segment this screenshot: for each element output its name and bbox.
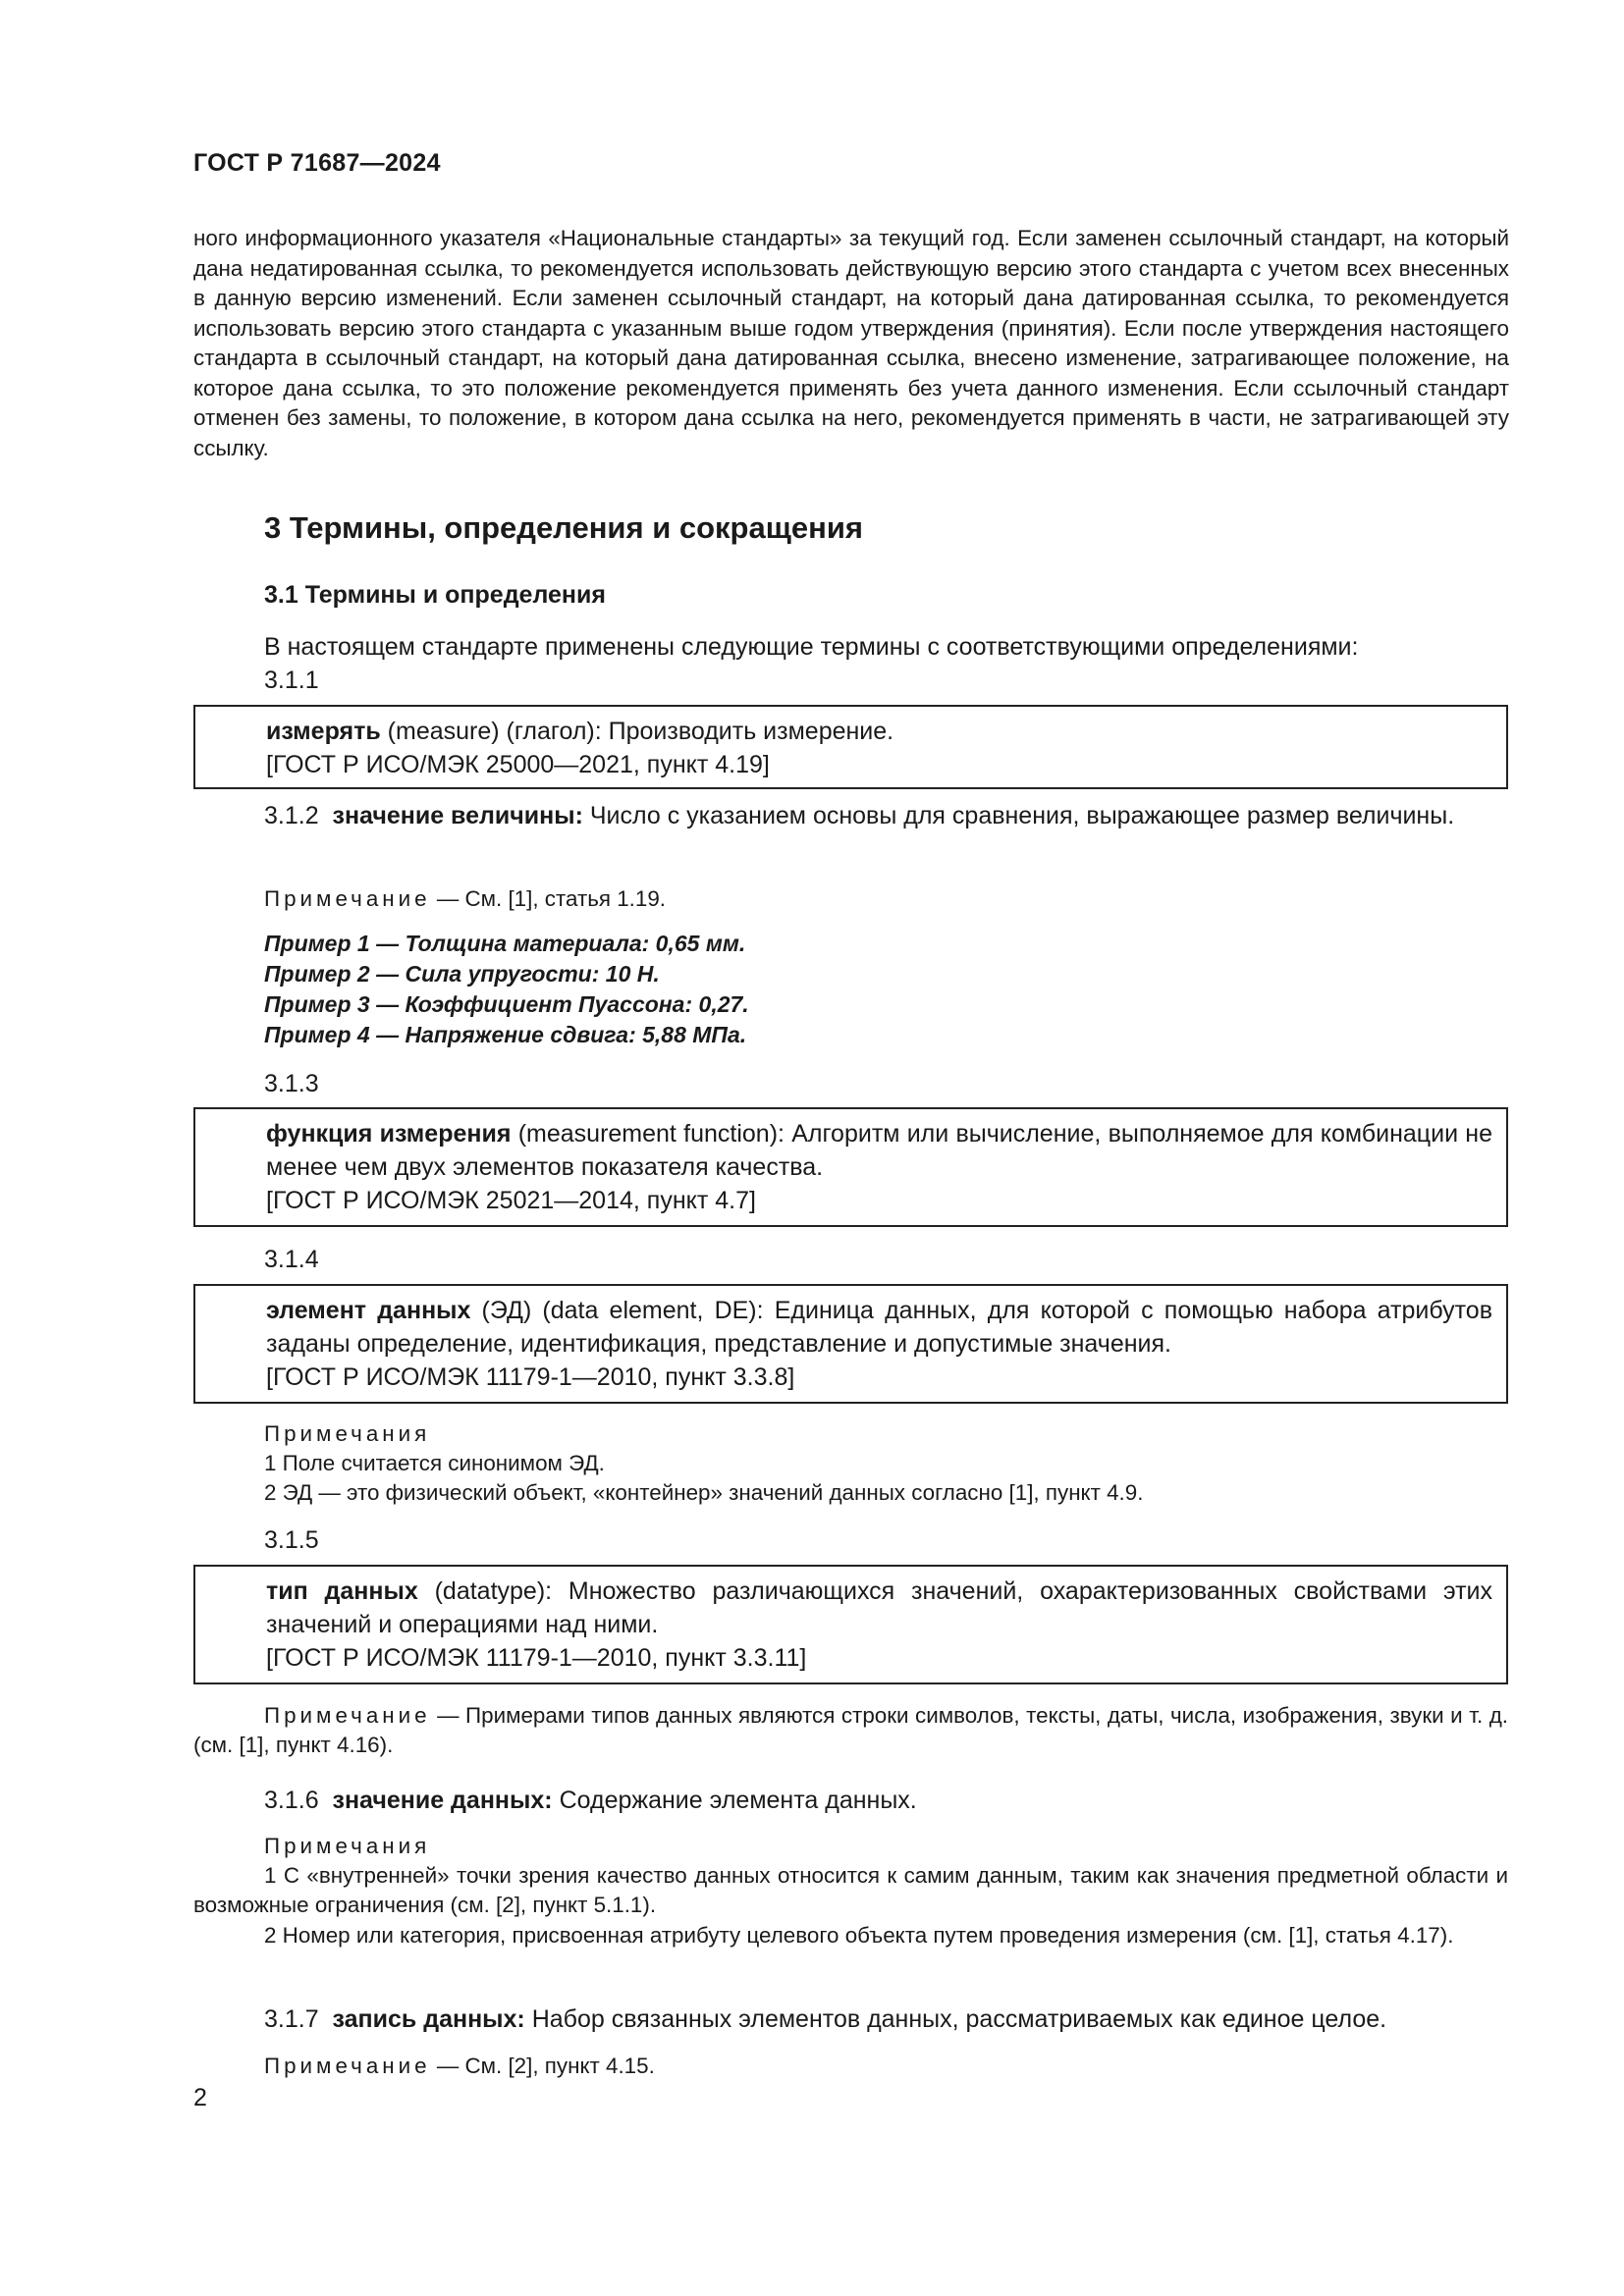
term-definition: (ЭД) (data element, DE): Единица данных, для которой с помощью набора атрибутов заданы определение, идентификация, представление и допустимые значения. bbox=[266, 1297, 1492, 1358]
term-number: 3.1.6 bbox=[264, 1787, 319, 1814]
note-item: 1 Поле считается синонимом ЭД. bbox=[264, 1451, 605, 1475]
term-definition: Содержание элемента данных. bbox=[552, 1787, 917, 1814]
term-number-3-1-4: 3.1.4 bbox=[264, 1246, 319, 1273]
term-number: 3.1.7 bbox=[264, 2005, 319, 2033]
term-definition: (datatype): Множество различающихся значений, охарактеризованных свойствами этих значений и операциями над ними. bbox=[266, 1577, 1492, 1638]
term-reference: [ГОСТ Р ИСО/МЭК 25021—2014, пункт 4.7] bbox=[266, 1187, 756, 1214]
term-definition: (measurement function): Алгоритм или вычисление, выполняемое для комбинации не менее чем двух элементов показателя качества. bbox=[266, 1120, 1492, 1181]
term-name: значение величины: bbox=[332, 802, 583, 829]
examples-list bbox=[264, 929, 749, 1050]
note-text: — Примерами типов данных являются строки символов, тексты, даты, числа, изображения, звуки и т. д. (см. [1], пункт 4.16). bbox=[193, 1703, 1508, 1757]
note-label: Примечание bbox=[264, 1703, 431, 1728]
term-name: значение данных: bbox=[332, 1787, 553, 1814]
section-title: 3 Термины, определения и сокращения bbox=[264, 510, 863, 545]
term-reference: [ГОСТ Р ИСО/МЭК 25000—2021, пункт 4.19] bbox=[266, 751, 770, 778]
term-box-3-1-3 bbox=[193, 1107, 1508, 1227]
term-name: измерять bbox=[266, 718, 381, 745]
term-3-1-6 bbox=[264, 1784, 917, 1817]
term-3-1-7 bbox=[264, 2002, 1386, 2036]
term-number: 3.1.2 bbox=[264, 802, 319, 829]
term-number-3-1-5: 3.1.5 bbox=[264, 1526, 319, 1554]
term-name: элемент данных bbox=[266, 1297, 471, 1324]
term-name: запись данных: bbox=[332, 2005, 525, 2033]
note-3-1-5 bbox=[193, 1701, 1508, 1760]
note-item-3-1-6-2: 2 Номер или категория, присвоенная атрибуту целевого объекта путем проведения измерения (см. [1], статья 4.17). bbox=[264, 1923, 1454, 1948]
note-label: Примечание bbox=[264, 886, 431, 911]
note-item: 2 ЭД — это физический объект, «контейнер» значений данных согласно [1], пункт 4.9. bbox=[264, 1480, 1144, 1505]
example-item: Пример 4 — Напряжение сдвига: 5,88 МПа. bbox=[264, 1022, 747, 1047]
section-lead: В настоящем стандарте применены следующие термины с соответствующими определениями: bbox=[264, 633, 1359, 661]
note-text: — См. [2], пункт 4.15. bbox=[430, 2054, 655, 2078]
term-number-3-1-3: 3.1.3 bbox=[264, 1070, 319, 1097]
document-header: ГОСТ Р 71687—2024 bbox=[193, 149, 441, 177]
term-box-3-1-4 bbox=[193, 1284, 1508, 1404]
term-definition: (measure) (глагол): Производить измерение. bbox=[380, 718, 894, 745]
subsection-title: 3.1 Термины и определения bbox=[264, 581, 606, 609]
example-item: Пример 1 — Толщина материала: 0,65 мм. bbox=[264, 931, 746, 956]
term-reference: [ГОСТ Р ИСО/МЭК 11179-1—2010, пункт 3.3.8] bbox=[266, 1363, 795, 1391]
intro-paragraph: ного информационного указателя «Национальные стандарты» за текущий год. Если заменен ссылочный стандарт, на который дана недатированная ссылка, то рекомендуется использовать действующую версию этого стандарта с учетом всех внесенных в данную версию изменений. Если заменен ссылочный стандарт, на который дана датированная ссылка, то рекомендуется использовать версию этого стандарта с указанным выше годом утверждения (принятия). Если после утверждения настоящего стандарта в ссылочный стандарт, на который дана датированная ссылка, внесено изменение, затрагивающее положение, на которое дана ссылка, то это положение рекомендуется применять без учета данного изменения. Если ссылочный стандарт отменен без замены, то положение, в котором дана ссылка на него, рекомендуется применять в части, не затрагивающей эту ссылку. bbox=[193, 226, 1509, 460]
term-box-3-1-5 bbox=[193, 1565, 1508, 1684]
notes-label: Примечания bbox=[264, 1421, 431, 1446]
note-text: — См. [1], статья 1.19. bbox=[430, 886, 667, 911]
note-item-3-1-6-1: 1 С «внутренней» точки зрения качество данных относится к самим данным, таким как значения предметной области и возможные ограничения (см. [2], пункт 5.1.1). bbox=[193, 1863, 1508, 1917]
notes-3-1-4 bbox=[264, 1419, 1143, 1508]
notes-label-3-1-6: Примечания bbox=[264, 1834, 431, 1858]
term-number-3-1-1: 3.1.1 bbox=[264, 667, 319, 694]
term-name: тип данных bbox=[266, 1577, 418, 1605]
page-number: 2 bbox=[193, 2084, 207, 2111]
term-box-3-1-1 bbox=[193, 705, 1508, 789]
term-3-1-2 bbox=[193, 799, 1508, 832]
term-definition: Число с указанием основы для сравнения, выражающее размер величины. bbox=[582, 802, 1455, 829]
term-definition: Набор связанных элементов данных, рассматриваемых как единое целое. bbox=[524, 2005, 1387, 2033]
example-item: Пример 2 — Сила упругости: 10 Н. bbox=[264, 961, 660, 987]
example-item: Пример 3 — Коэффициент Пуассона: 0,27. bbox=[264, 991, 749, 1017]
term-name: функция измерения bbox=[266, 1120, 512, 1148]
term-reference: [ГОСТ Р ИСО/МЭК 11179-1—2010, пункт 3.3.11] bbox=[266, 1644, 807, 1672]
note-3-1-2 bbox=[264, 884, 666, 914]
note-3-1-7 bbox=[264, 2052, 655, 2081]
note-label: Примечание bbox=[264, 2054, 431, 2078]
